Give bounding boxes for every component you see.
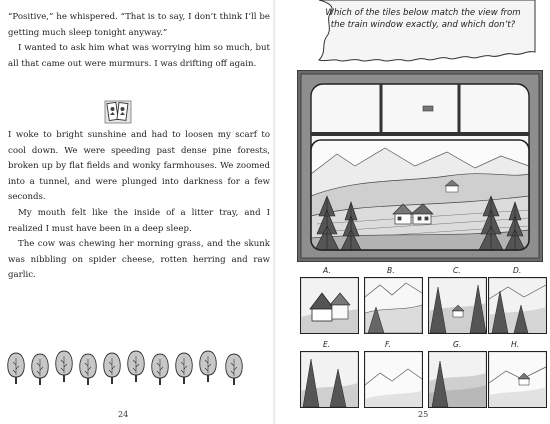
tile-a[interactable] bbox=[300, 277, 359, 334]
tile-e[interactable] bbox=[300, 351, 359, 408]
playing-cards-icon bbox=[104, 100, 132, 124]
paragraph: I wanted to ask him what was worrying him so much, but all that came out were murmurs. I was drifting off again. bbox=[8, 43, 270, 69]
paragraph: The cow was chewing her morning grass, and the skunk was nibbling on spider cheese, rotten herring and raw garlic. bbox=[8, 239, 270, 281]
train-window-illustration bbox=[297, 70, 543, 262]
page-number: 24 bbox=[118, 410, 129, 419]
tile-label-h: H. bbox=[511, 340, 520, 349]
tile-c[interactable] bbox=[428, 277, 487, 334]
right-page bbox=[275, 0, 550, 424]
tile-d[interactable] bbox=[488, 277, 547, 334]
tile-label-e: E. bbox=[323, 340, 331, 349]
tile-f[interactable] bbox=[364, 351, 423, 408]
tile-label-a: A. bbox=[323, 266, 331, 275]
activity-question: Which of the tiles below match the view from the train window exactly, and which don’t? bbox=[325, 8, 521, 31]
story-text-bottom bbox=[8, 128, 270, 284]
tile-label-c: C. bbox=[453, 266, 461, 275]
tile-label-b: B. bbox=[387, 266, 395, 275]
tile-b[interactable] bbox=[364, 277, 423, 334]
paragraph: “Positive,” he whispered. “That is to say, I don’t think I’ll be getting much sleep tonight anyway.” bbox=[8, 12, 270, 38]
tree-border-decoration bbox=[6, 348, 250, 390]
paragraph: My mouth felt like the inside of a litter tray, and I realized I must have been in a deep sleep. bbox=[8, 207, 270, 234]
tile-label-g: G. bbox=[453, 340, 462, 349]
story-text-top bbox=[8, 10, 270, 72]
tile-h[interactable] bbox=[488, 351, 547, 408]
tile-g[interactable] bbox=[428, 351, 487, 408]
page-number: 25 bbox=[418, 410, 429, 419]
tile-label-f: F. bbox=[385, 340, 391, 349]
tile-label-d: D. bbox=[513, 266, 522, 275]
paragraph: I woke to bright sunshine and had to loosen my scarf to cool down. We were speeding past dense pine forests, broken up by flat fields and wonky farmhouses. We zoomed into a tunnel, and were plunged into darkness for a few seconds. bbox=[8, 130, 270, 203]
